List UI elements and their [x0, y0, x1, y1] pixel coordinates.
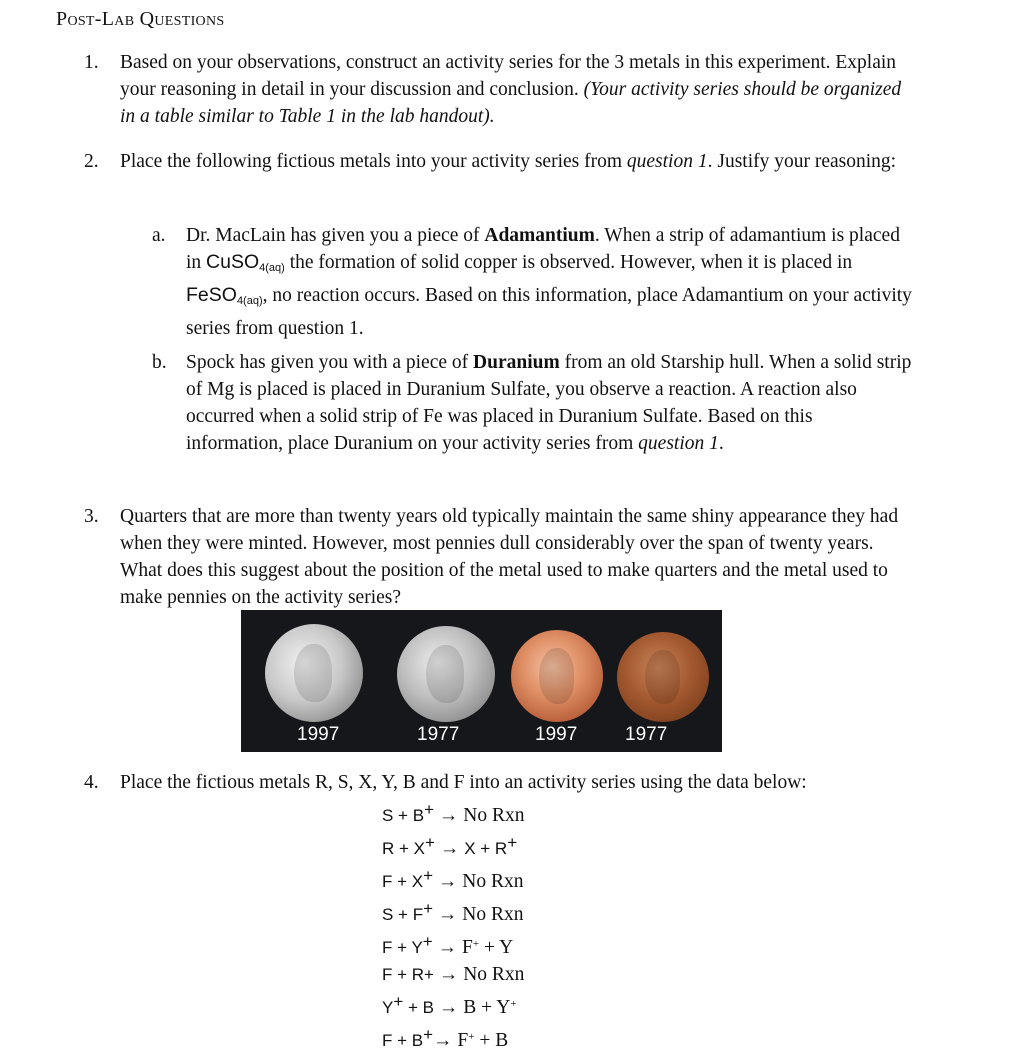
- question-2: [84, 148, 904, 175]
- subquestion-text: Dr. MacLain has given you a piece of Adamantium. When a strip of adamantium is placed in CuSO$_{4(aq)}$ the formation of solid copper is observed. However, when it is placed in FeSO$_{4(aq)}$, no reaction occurs. Based on this information, place Adamantium on your activity series from question 1.: [186, 225, 912, 339]
- reaction-row: F + R+ → No Rxn: [382, 964, 525, 985]
- reaction-row: Y+ + B → B + Y+: [382, 992, 517, 1018]
- question-text: Based on your observations, construct an activity series for the 3 metals in this experiment. Explain your reasoning in detail in your discussion and conclusion. (Your activity series should be organized in a table similar to Table 1 in the lab handout).: [120, 52, 902, 127]
- question-4: [84, 769, 904, 796]
- reaction-row: F + X+ → No Rxn: [382, 866, 524, 892]
- question-number: 2.: [84, 151, 99, 172]
- coin-year-label: 1997: [535, 724, 578, 745]
- question-2a: [152, 222, 912, 342]
- coin-year-label: 1977: [417, 724, 460, 745]
- reaction-row: S + F+ → No Rxn: [382, 899, 524, 925]
- section-title: Post-Lab Questions: [56, 8, 225, 30]
- penny-1977-coin: [617, 632, 709, 722]
- question-text: Place the fictious metals R, S, X, Y, B and F into an activity series using the data below:: [120, 772, 807, 793]
- quarter-1997-coin: [265, 624, 363, 722]
- question-3: [84, 503, 904, 611]
- question-text: Place the following fictious metals into your activity series from question 1. Justify your reasoning:: [120, 151, 897, 172]
- reaction-row: F + B+→ F+ + B: [382, 1025, 509, 1051]
- question-number: 1.: [84, 52, 99, 73]
- question-1: [84, 49, 904, 130]
- subquestion-text: Spock has given you with a piece of Duranium from an old Starship hull. When a solid strip of Mg is placed is placed in Duranium Sulfate, you observe a reaction. A reaction also occurred when a solid strip of Fe was placed in Duranium Sulfate. Based on this information, place Duranium on your activity series from question 1.: [186, 352, 912, 454]
- question-number: 4.: [84, 772, 99, 793]
- penny-1997-coin: [511, 630, 603, 722]
- subquestion-letter: b.: [152, 352, 167, 373]
- reaction-row: F + Y+ → F+ + Y: [382, 932, 514, 958]
- subquestion-letter: a.: [152, 225, 166, 246]
- question-2b: [152, 349, 912, 457]
- reaction-list: [382, 796, 524, 1054]
- coin-year-label: 1977: [625, 724, 668, 745]
- quarter-1977-coin: [397, 626, 495, 722]
- question-text: Quarters that are more than twenty years old typically maintain the same shiny appearance they had when they were minted. However, most pennies dull considerably over the span of twenty years. What does this suggest about the position of the metal used to make quarters and the metal used to make pennies on the activity series?: [120, 506, 899, 608]
- reaction-row: R + X+ → X + R+: [382, 833, 518, 859]
- coin-year-label: 1997: [297, 724, 340, 745]
- question-number: 3.: [84, 506, 99, 527]
- reaction-row: S + B+ → No Rxn: [382, 800, 525, 826]
- coins-photo: [241, 610, 722, 752]
